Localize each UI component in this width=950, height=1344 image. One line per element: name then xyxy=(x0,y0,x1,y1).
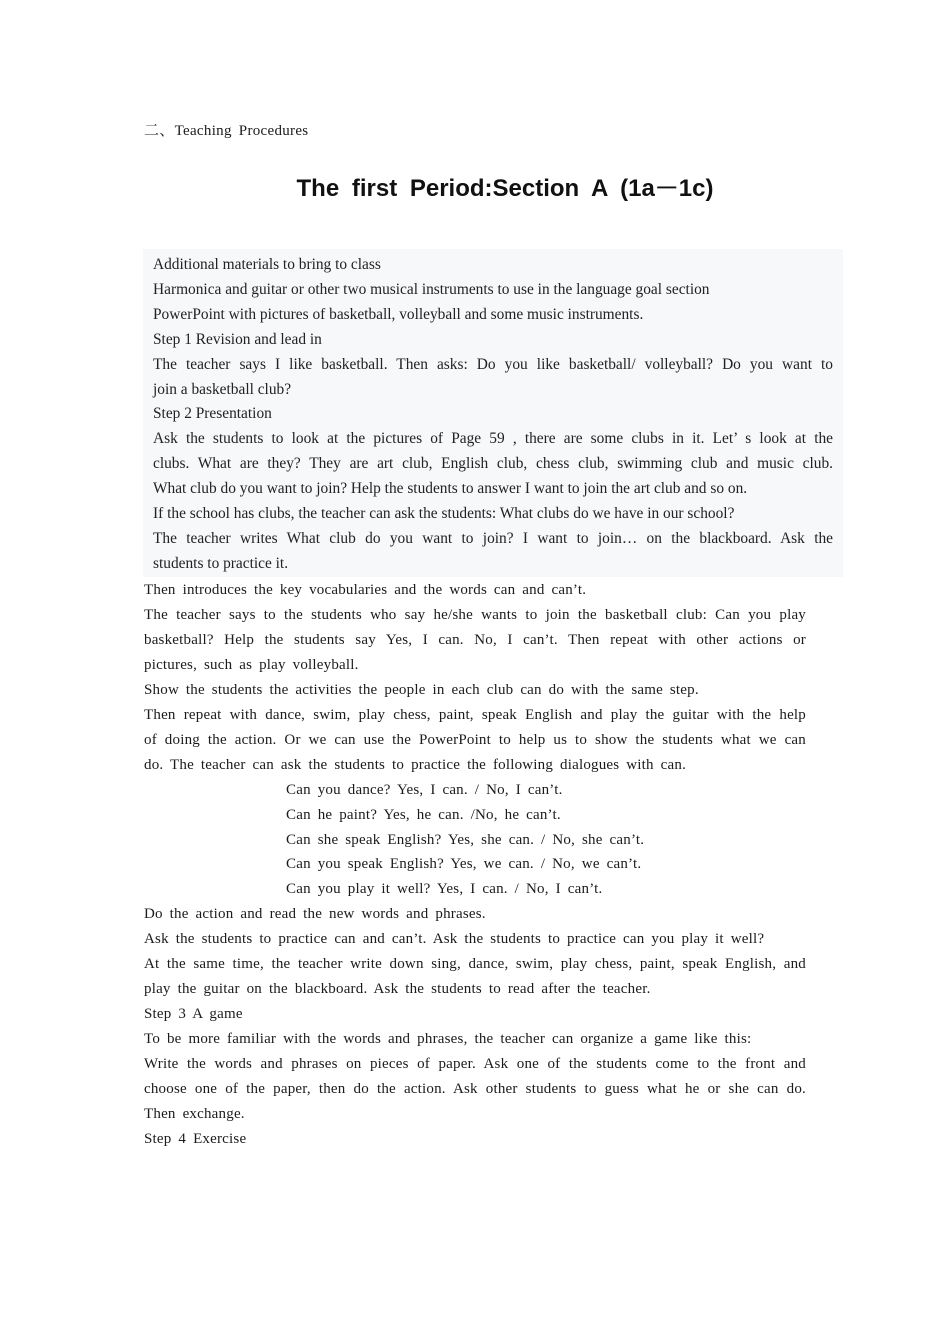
section-heading: 二、Teaching Procedures xyxy=(144,123,309,139)
step-heading: Step 3 A game xyxy=(144,1006,243,1023)
paragraph: The teacher says to the students who say he/she wants to join the basketball club: Can you play basketball? Help the students say Yes, I can. No, I can’t. Then repeat with other actions or pictures, such as play volleyball. xyxy=(144,606,806,673)
step-heading: Step 4 Exercise xyxy=(144,1130,247,1147)
scan-line: Step 1 Revision and lead in xyxy=(153,330,322,348)
dialogue-line: Can you speak English? Yes, we can. / No, we can’t. xyxy=(286,856,642,873)
procedure-body xyxy=(144,578,806,1152)
scan-line: Step 2 Presentation xyxy=(153,405,272,423)
paragraph: Do the action and read the new words and phrases. xyxy=(144,906,486,923)
scan-line: join a basketball club? xyxy=(153,380,292,398)
dialogue-line: Can she speak English? Yes, she can. / No, she can’t. xyxy=(286,831,645,848)
scan-line: The teacher says I like basketball. Then asks: Do you like basketball/ volleyball? Do you want to xyxy=(153,355,833,373)
scan-line: Ask the students to look at the pictures of Page 59 , there are some clubs in it. Let’ s look at the xyxy=(153,430,833,448)
scan-line: Additional materials to bring to class xyxy=(153,256,381,273)
paragraph: Then repeat with dance, swim, play chess, paint, speak English and play the guitar with the help of doing the action. Or we can use the PowerPoint to help us to show the students what we can do. The teacher can ask the students to practice the following dialogues with can. xyxy=(144,706,806,773)
dialogue-line: Can you play it well? Yes, I can. / No, I can’t. xyxy=(286,881,603,898)
paragraph: To be more familiar with the words and phrases, the teacher can organize a game like this: xyxy=(144,1031,752,1048)
dialogue-line: Can he paint? Yes, he can. /No, he can’t. xyxy=(286,806,561,823)
scan-line: What club do you want to join? Help the students to answer I want to join the art club and so on. xyxy=(153,480,748,498)
scan-line: students to practice it. xyxy=(153,554,289,572)
paragraph: Ask the students to practice can and can’t. Ask the students to practice can you play it well? xyxy=(144,931,765,948)
scan-line: The teacher writes What club do you want to join? I want to join… on the blackboard. Ask the xyxy=(153,529,833,547)
scan-line: If the school has clubs, the teacher can ask the students: What clubs do we have in our school? xyxy=(153,505,735,523)
scan-line: PowerPoint with pictures of basketball, volleyball and some music instruments. xyxy=(153,305,644,323)
dialogue-line: Can you dance? Yes, I can. / No, I can’t. xyxy=(286,781,563,798)
page-title: The first Period:Section A (1a－1c) xyxy=(296,175,714,202)
paragraph: At the same time, the teacher write down sing, dance, swim, play chess, paint, speak English, and play the guitar on the blackboard. Ask the students to read after the teacher. xyxy=(144,956,806,998)
scan-line: Harmonica and guitar or other two musical instruments to use in the language goal section xyxy=(153,280,710,298)
paragraph: Show the students the activities the people in each club can do with the same step. xyxy=(144,681,699,698)
scan-line: clubs. What are they? They are art club, English club, chess club, swimming club and music club. xyxy=(153,455,833,473)
paragraph: Then introduces the key vocabularies and the words can and can’t. xyxy=(144,582,587,598)
paragraph: Write the words and phrases on pieces of paper. Ask one of the students come to the front and choose one of the paper, then do the action. Ask other students to guess what he or she can do. Then exchange. xyxy=(144,1056,806,1123)
scanned-materials-box xyxy=(143,249,843,577)
